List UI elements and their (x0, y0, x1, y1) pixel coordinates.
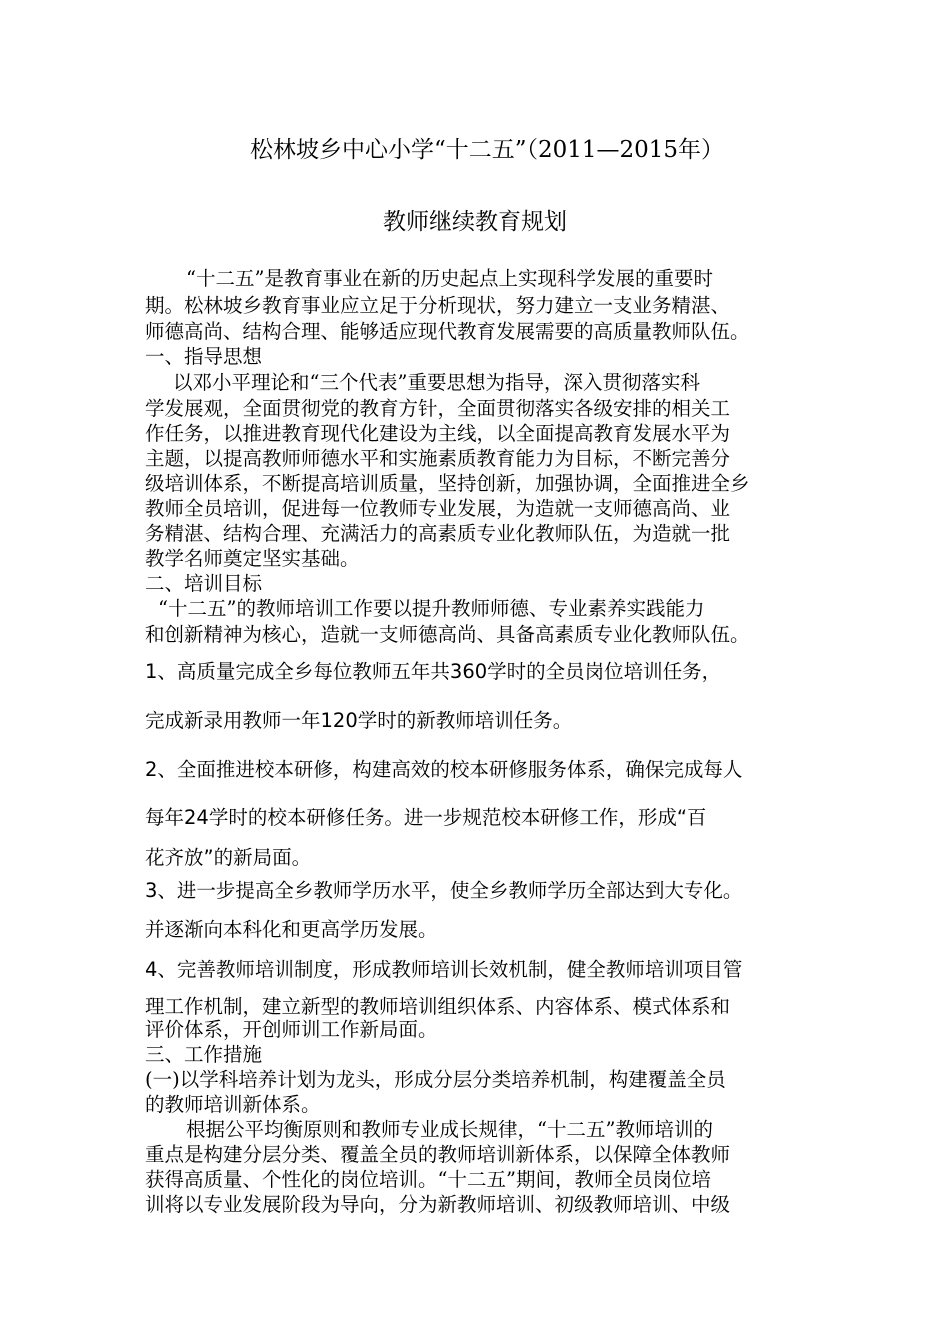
section-heading: 二、培训目标 (145, 572, 263, 595)
paragraph-line: 务精湛、结构合理、充满活力的高素质专业化教师队伍，为造就一批 (145, 522, 731, 545)
paragraph-line: 教学名师奠定坚实基础。 (145, 547, 360, 570)
paragraph-line: 重点是构建分层分类、覆盖全员的教师培训新体系，以保障全体教师 (145, 1143, 731, 1166)
section-heading: 三、工作措施 (145, 1043, 263, 1066)
paragraph-line: 级培训体系，不断提高培训质量，坚持创新，加强协调，全面推进全乡 (145, 472, 750, 495)
paragraph-line: 学发展观，全面贯彻党的教育方针，全面贯彻落实各级安排的相关工 (145, 397, 731, 420)
paragraph-line: “十二五”是教育事业在新的历史起点上实现科学发展的重要时 (186, 267, 713, 290)
paragraph-line: 以邓小平理论和“三个代表”重要思想为指导，深入贯彻落实科 (173, 371, 700, 394)
list-item-line: 3、进一步提高全乡教师学历水平，使全乡教师学历全部达到大专化。 (145, 879, 743, 902)
document-title-line-2: 教师继续教育规划 (383, 209, 567, 235)
paragraph-line: 获得高质量、个性化的岗位培训。“十二五”期间，教师全员岗位培 (145, 1168, 711, 1191)
paragraph-line: 期。松林坡乡教育事业应立足于分析现状，努力建立一支业务精湛、 (145, 294, 731, 317)
list-item-line: 4、完善教师培训制度，形成教师培训长效机制，健全教师培训项目管 (145, 958, 743, 981)
list-item-line: 并逐渐向本科化和更高学历发展。 (145, 918, 438, 941)
list-item-line: 每年24学时的校本研修任务。进一步规范校本研修工作，形成“百 (145, 806, 707, 829)
paragraph-line: 和创新精神为核心，造就一支师德高尚、具备高素质专业化教师队伍。 (145, 623, 750, 646)
paragraph-line: 主题，以提高教师师德水平和实施素质教育能力为目标，不断完善分 (145, 447, 731, 470)
paragraph-line: 根据公平均衡原则和教师专业成长规律，“十二五”教师培训的 (186, 1118, 713, 1141)
paragraph-line: 作任务，以推进教育现代化建设为主线，以全面提高教育发展水平为 (145, 422, 731, 445)
list-item-line: 完成新录用教师一年120学时的新教师培训任务。 (145, 709, 573, 732)
paragraph-line: “十二五”的教师培训工作要以提升教师师德、专业素养实践能力 (158, 597, 705, 620)
paragraph-line: 评价体系，开创师训工作新局面。 (145, 1018, 438, 1041)
subsection-heading: (一)以学科培养计划为龙头，形成分层分类培养机制，构建覆盖全员 (145, 1068, 726, 1091)
list-item-line: 理工作机制，建立新型的教师培训组织体系、内容体系、模式体系和 (145, 995, 731, 1018)
paragraph-line: 师德高尚、结构合理、能够适应现代教育发展需要的高质量教师队伍。 (145, 320, 750, 343)
document-title-line-1: 松林坡乡中心小学“十二五”（2011—2015年） (249, 137, 725, 163)
section-heading: 一、指导思想 (145, 345, 263, 368)
list-item-line: 2、全面推进校本研修，构建高效的校本研修服务体系，确保完成每人 (145, 758, 743, 781)
list-item-line: 1、高质量完成全乡每位教师五年共360学时的全员岗位培训任务， (145, 660, 722, 683)
paragraph-line: 教师全员培训，促进每一位教师专业发展，为造就一支师德高尚、业 (145, 497, 731, 520)
list-item-line: 花齐放”的新局面。 (145, 846, 312, 869)
subsection-heading: 的教师培训新体系。 (145, 1093, 321, 1116)
paragraph-line: 训将以专业发展阶段为导向，分为新教师培训、初级教师培训、中级 (145, 1193, 731, 1216)
